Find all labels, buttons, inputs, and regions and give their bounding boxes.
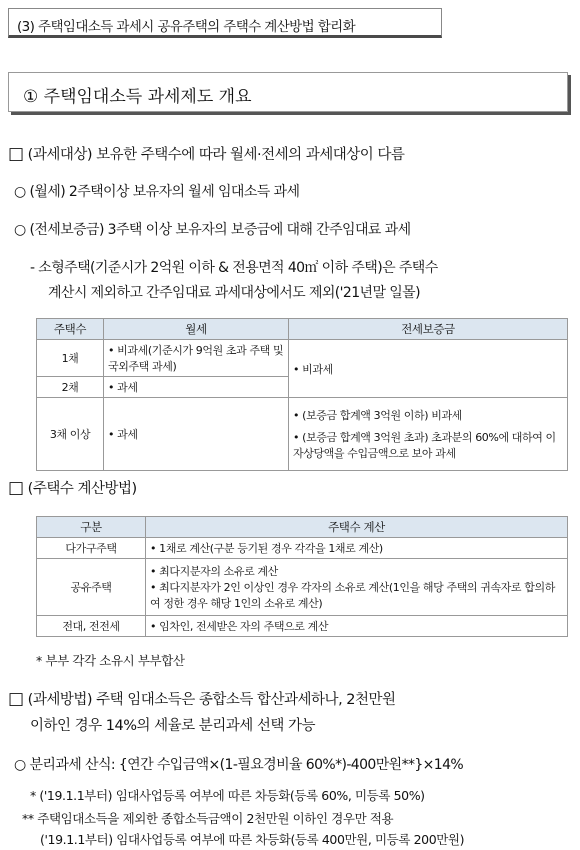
circle-bullet-icon: ○ [14, 757, 26, 773]
square-bullet-icon: □ [8, 689, 24, 709]
para-taxation-method-line2: 이하인 경우 14%의 세율로 분리과세 선택 가능 [30, 718, 316, 734]
para-text: (주택수 계산방법) [27, 481, 137, 497]
cell-category: 다가구주택 [37, 538, 146, 559]
para-deposit [14, 219, 411, 239]
para-taxation-target [8, 143, 404, 164]
square-bullet-icon: □ [8, 478, 24, 498]
cell-monthly: • 과세 [104, 398, 289, 471]
section-heading-box [8, 72, 568, 112]
table-row [37, 616, 568, 637]
section-heading: ① 주택임대소득 과세제도 개요 [23, 87, 252, 107]
para-text: (과세대상) 보유한 주택수에 따라 월세·전세의 과세대상이 다름 [27, 147, 405, 163]
cell-method [146, 559, 568, 616]
circle-bullet-icon: ○ [14, 222, 26, 238]
cell-category: 공유주택 [37, 559, 146, 616]
table-header-row [37, 517, 568, 538]
cell-count: 1채 [37, 340, 104, 377]
header-monthly-rent: 월세 [104, 319, 289, 340]
header-count-method: 주택수 계산 [146, 517, 568, 538]
note-deduction-differential: ('19.1.1부터) 임대사업등록 여부에 따른 차등화(등록 400만원, 미등록 200만원) [40, 832, 465, 847]
note-spouse: * 부부 각각 소유시 부부합산 [36, 653, 185, 668]
para-text: (전세보증금) 3주택 이상 보유자의 보증금에 대해 간주임대료 과세 [29, 222, 411, 238]
cell-method-line1: • 최다지분자의 소유로 계산 [150, 565, 278, 578]
para-text: (월세) 2주택이상 보유자의 월세 임대소득 과세 [29, 184, 300, 200]
square-bullet-icon: □ [8, 144, 24, 164]
cell-method: • 임차인, 전세받은 자의 주택으로 계산 [146, 616, 568, 637]
cell-monthly: • 비과세(기준시가 9억원 초과 주택 및 국외주택 과세) [104, 340, 289, 377]
para-taxation-method [8, 688, 396, 709]
table-row [37, 538, 568, 559]
note-deduction-condition: ** 주택임대소득을 제외한 종합소득금액이 2천만원 이하인 경우만 적용 [22, 811, 394, 826]
cell-monthly: • 과세 [104, 377, 289, 398]
circle-bullet-icon: ○ [14, 184, 26, 200]
document-title: (3) 주택임대소득 과세시 공유주택의 주택수 계산방법 합리화 [17, 19, 356, 35]
para-small-house-line2: 계산시 제외하고 간주임대료 과세대상에서도 제외('21년말 일몰) [48, 285, 420, 301]
cell-deposit-line2: • (보증금 합계액 3억원 초과) 초과분의 60%에 대하여 이자상당액을 수입금액으로 보아 과세 [293, 431, 556, 460]
house-count-method-table [36, 516, 568, 637]
cell-deposit: • 비과세 [289, 340, 568, 398]
header-deposit: 전세보증금 [289, 319, 568, 340]
cell-deposit-line1: • (보증금 합계액 3억원 이하) 비과세 [293, 409, 462, 422]
cell-deposit [289, 398, 568, 471]
cell-count: 2채 [37, 377, 104, 398]
para-text: 분리과세 산식: {연간 수입금액×(1-필요경비율 60%*)-400만원**}×14% [29, 757, 464, 773]
table-row [37, 340, 568, 377]
para-small-house-line1: - 소형주택(기준시가 2억원 이하 & 전용면적 40㎡ 이하 주택)은 주택수 [30, 260, 438, 276]
cell-method-line2: • 최다지분자가 2인 이상인 경우 각자의 소유로 계산(1인을 해당 주택의 귀속자로 합의하여 정한 경우 해당 1인의 소유로 계산) [150, 581, 555, 610]
para-formula [14, 754, 463, 774]
cell-method: • 1채로 계산(구분 등기된 경우 각각을 1채로 계산) [146, 538, 568, 559]
para-house-count-method [8, 477, 137, 498]
table-row [37, 398, 568, 471]
cell-count: 3채 이상 [37, 398, 104, 471]
para-monthly-rent [14, 181, 299, 201]
header-category: 구분 [37, 517, 146, 538]
para-text: (과세방법) 주택 임대소득은 종합소득 합산과세하나, 2천만원 [27, 692, 396, 708]
table-header-row [37, 319, 568, 340]
document-title-box [8, 8, 442, 38]
cell-category: 전대, 전전세 [37, 616, 146, 637]
table-row [37, 559, 568, 616]
note-expense-rate: * ('19.1.1부터) 임대사업등록 여부에 따른 차등화(등록 60%, 미등록 50%) [30, 788, 425, 803]
tax-by-house-count-table [36, 318, 568, 471]
header-house-count: 주택수 [37, 319, 104, 340]
